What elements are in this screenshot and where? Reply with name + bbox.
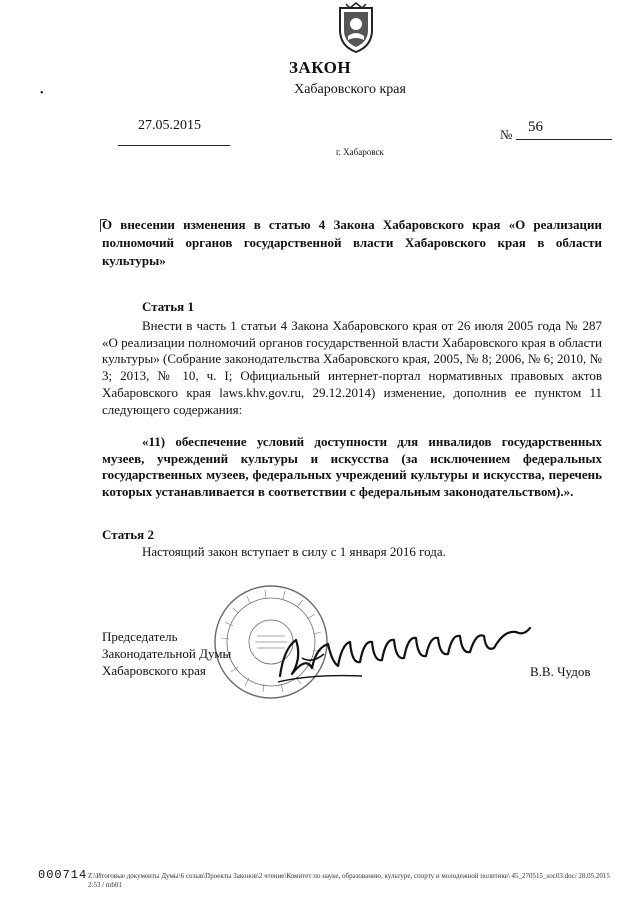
- footer-file-path: Z:\Итоговые документы Думы\6 созыв\Проекты Законов\2 чтение\Комитет по науке, образованию, культуре, спорту и молодежной политике\ 45_270515_soc03.doc/ 28.05.2015 2:53 / mb01: [88, 872, 610, 889]
- document-title: ЗАКОН: [288, 58, 352, 77]
- article-1-quote: «11) обеспечение условий доступности для инвалидов государственных музеев, учреждений культуры и искусства (за исключением федеральных государственных музеев, федеральных учреждений культуры и искусства, перечень которых устанавливается в соответствии с федеральным законодательством).».: [102, 434, 602, 500]
- signatory-line-3: Хабаровского края: [102, 663, 206, 678]
- footer-serial-number: 000714: [38, 868, 88, 882]
- city-label: г. Хабаровск: [336, 147, 384, 157]
- law-heading: О внесении изменения в статью 4 Закона Хабаровского края «О реализации полномочий органов государственной власти Хабаровского края в области культуры»: [102, 217, 602, 268]
- article-2-body: Настоящий закон вступает в силу с 1 января 2016 года.: [142, 544, 446, 559]
- scan-mark: •: [40, 88, 44, 99]
- coat-of-arms-icon: [330, 2, 382, 54]
- signatory-name: В.В. Чудов: [530, 664, 591, 679]
- signatory-title: [102, 628, 231, 679]
- article-1-body: Внести в часть 1 статьи 4 Закона Хабаровского края от 26 июля 2005 года № 287 «О реализации полномочий органов государственной власти Хабаровского края в области культуры» (Собрание законодательства Хабаровского края, 2005, № 8; 2006, № 6; 2010, № 3; 2013, № 10, ч. I; Официальный интернет-портал нормативных правовых актов Хабаровского края laws.khv.gov.ru, 29.12.2014) изменение, дополнив ее пунктом 11 следующего содержания:: [102, 318, 602, 417]
- article-2-title: Статья 2: [102, 527, 154, 542]
- document-date: 27.05.2015: [138, 118, 201, 133]
- signatory-line-2: Законодательной Думы: [102, 646, 232, 661]
- date-underline: [118, 145, 230, 146]
- signatory-line-1: Председатель: [102, 629, 178, 644]
- handwritten-signature: [272, 618, 537, 688]
- article-1-title: Статья 1: [142, 299, 194, 314]
- document-subtitle: Хабаровского края: [294, 82, 406, 97]
- document-number: 56: [528, 119, 543, 135]
- number-label: №: [500, 127, 513, 142]
- number-underline: [516, 139, 612, 140]
